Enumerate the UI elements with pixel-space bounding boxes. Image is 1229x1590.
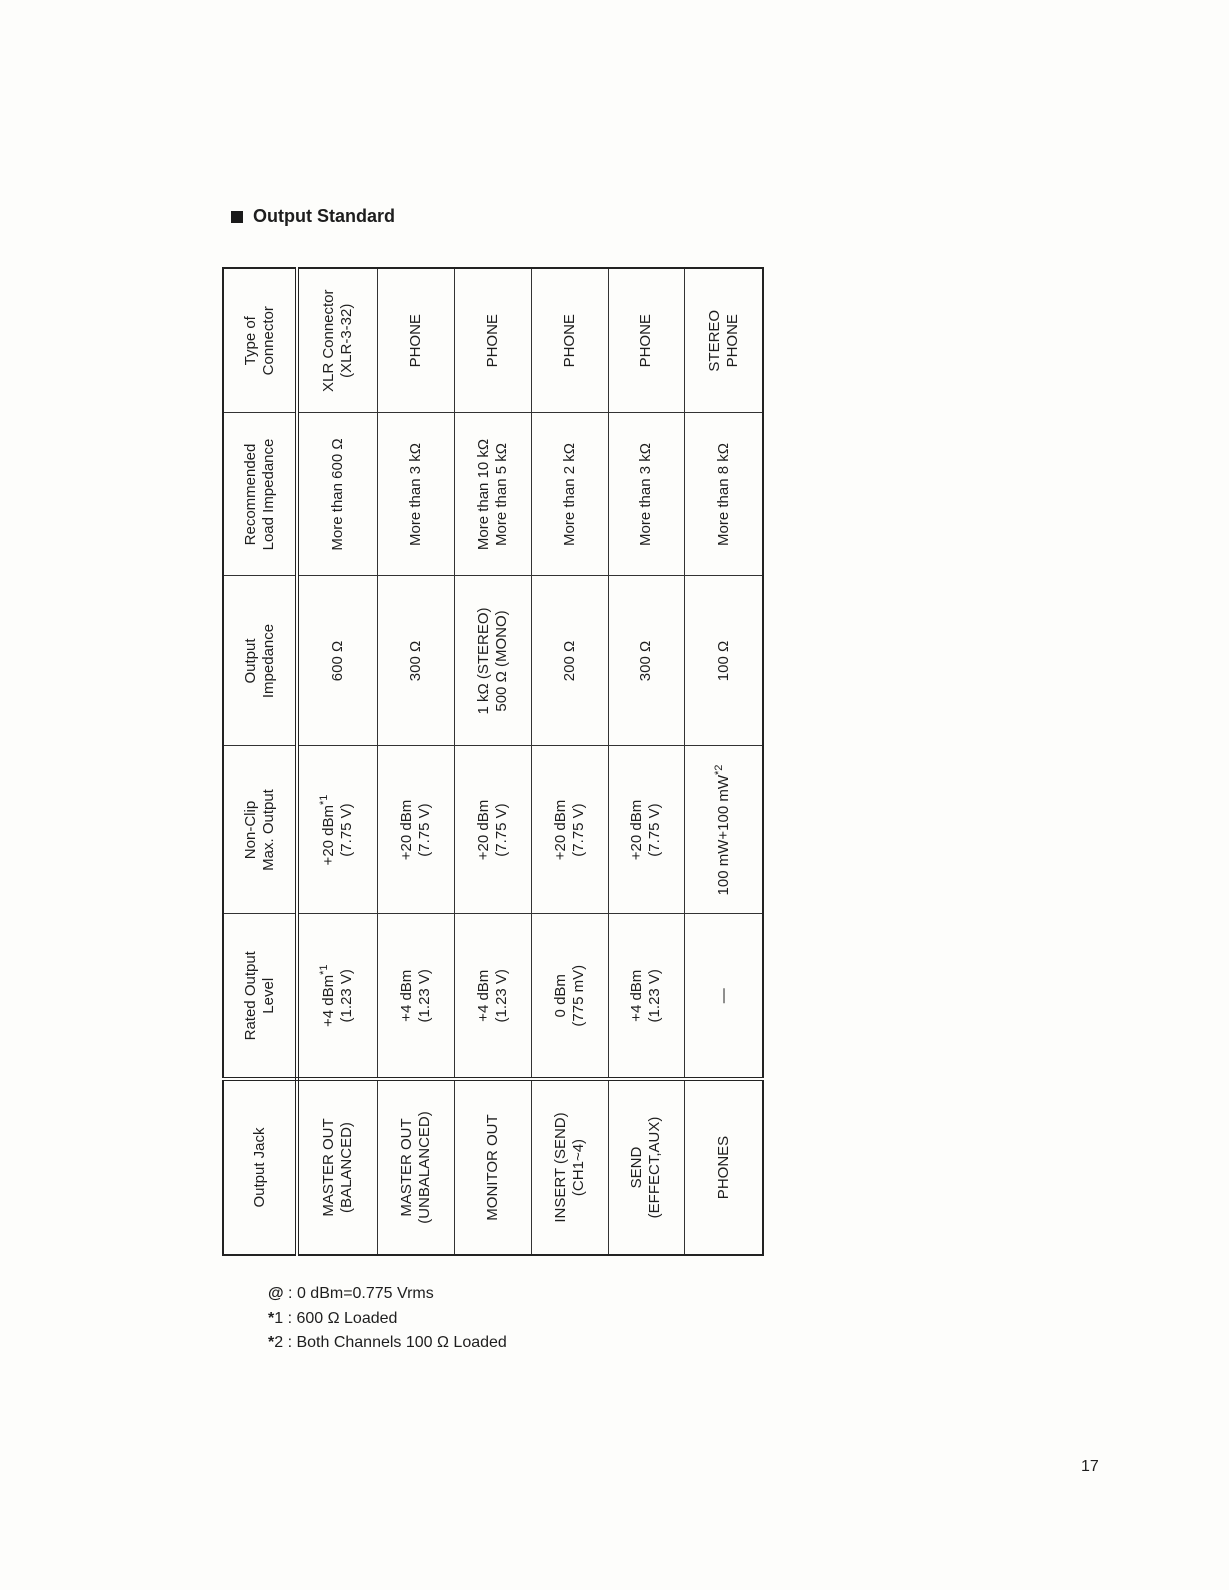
cell-recommended-load-impedance: More than 10 kΩ More than 5 kΩ — [454, 413, 531, 576]
cell-output-jack: SEND (EFFECT,AUX) — [608, 1079, 685, 1255]
cell-non-clip-max-output: +20 dBm (7.75 V) — [454, 746, 531, 914]
cell-output-jack: INSERT (SEND) (CH1~4) — [531, 1079, 608, 1255]
cell-non-clip-max-output: +20 dBm (7.75 V) — [377, 746, 454, 914]
cell-output-impedance: 600 Ω — [297, 576, 377, 746]
cell-output-jack: MASTER OUT (UNBALANCED) — [377, 1079, 454, 1255]
cell-connector-type: STEREO PHONE — [685, 268, 763, 413]
table-row — [531, 268, 608, 1255]
cell-connector-type: PHONE — [377, 268, 454, 413]
cell-output-jack: PHONES — [685, 1079, 763, 1255]
cell-output-impedance: 300 Ω — [608, 576, 685, 746]
section-title: Output Standard — [253, 206, 395, 226]
cell-recommended-load-impedance: More than 3 kΩ — [377, 413, 454, 576]
header-recommended-load-impedance: Recommended Load Impedance — [223, 413, 297, 576]
table-row — [377, 268, 454, 1255]
cell-rated-output-level: +4 dBm$^{*1}$ (1.23 V) — [297, 914, 377, 1079]
cell-connector-type: XLR Connector (XLR-3-32) — [297, 268, 377, 413]
cell-non-clip-max-output: 100 mW+100 $mW^{*2}$ — [685, 746, 763, 914]
header-output-impedance: Output Impedance — [223, 576, 297, 746]
cell-rated-output-level: +4 dBm (1.23 V) — [454, 914, 531, 1079]
cell-connector-type: PHONE — [608, 268, 685, 413]
header-rated-output-level: Rated Output Level — [223, 914, 297, 1079]
cell-output-impedance: 100 Ω — [685, 576, 763, 746]
cell-rated-output-level: — — [685, 914, 763, 1079]
cell-non-clip-max-output: +20 dBm$^{*1}$ (7.75 V) — [297, 746, 377, 914]
section-heading — [231, 206, 395, 227]
cell-recommended-load-impedance: More than 8 kΩ — [685, 413, 763, 576]
table-row — [608, 268, 685, 1255]
rotated-table-wrapper — [222, 269, 764, 1256]
cell-rated-output-level: +4 dBm (1.23 V) — [377, 914, 454, 1079]
table-row — [297, 268, 377, 1255]
cell-recommended-load-impedance: More than 3 kΩ — [608, 413, 685, 576]
cell-output-impedance: 300 Ω — [377, 576, 454, 746]
table-row — [454, 268, 531, 1255]
header-non-clip-max-output: Non-Clip Max. Output — [223, 746, 297, 914]
bullet-square-icon — [231, 211, 243, 223]
cell-rated-output-level: 0 dBm (775 mV) — [531, 914, 608, 1079]
cell-output-jack: MONITOR OUT — [454, 1079, 531, 1255]
cell-rated-output-level: +4 dBm (1.23 V) — [608, 914, 685, 1079]
cell-recommended-load-impedance: More than 600 Ω — [297, 413, 377, 576]
cell-connector-type: PHONE — [454, 268, 531, 413]
table-header-row — [223, 268, 297, 1255]
cell-recommended-load-impedance: More than 2 kΩ — [531, 413, 608, 576]
footnote-2: *2 : Both Channels 100 Ω Loaded — [268, 1334, 507, 1351]
cell-output-impedance: 1 kΩ (STEREO) 500 Ω (MONO) — [454, 576, 531, 746]
table-row — [685, 268, 763, 1255]
cell-output-jack: MASTER OUT (BALANCED) — [297, 1079, 377, 1255]
page-number: 17 — [1081, 1458, 1099, 1475]
cell-output-impedance: 200 Ω — [531, 576, 608, 746]
cell-connector-type: PHONE — [531, 268, 608, 413]
output-standard-table-area — [222, 269, 1209, 1224]
cell-non-clip-max-output: +20 dBm (7.75 V) — [531, 746, 608, 914]
table-footnotes — [268, 1282, 507, 1356]
footnote-at: @ : 0 dBm=0.775 Vrms — [268, 1285, 434, 1302]
cell-non-clip-max-output: +20 dBm (7.75 V) — [608, 746, 685, 914]
footnote-1: *1 : 600 Ω Loaded — [268, 1309, 398, 1327]
output-standard-table — [222, 267, 764, 1256]
header-output-jack: Output Jack — [223, 1079, 297, 1255]
header-connector-type: Type of Connector — [223, 268, 297, 413]
